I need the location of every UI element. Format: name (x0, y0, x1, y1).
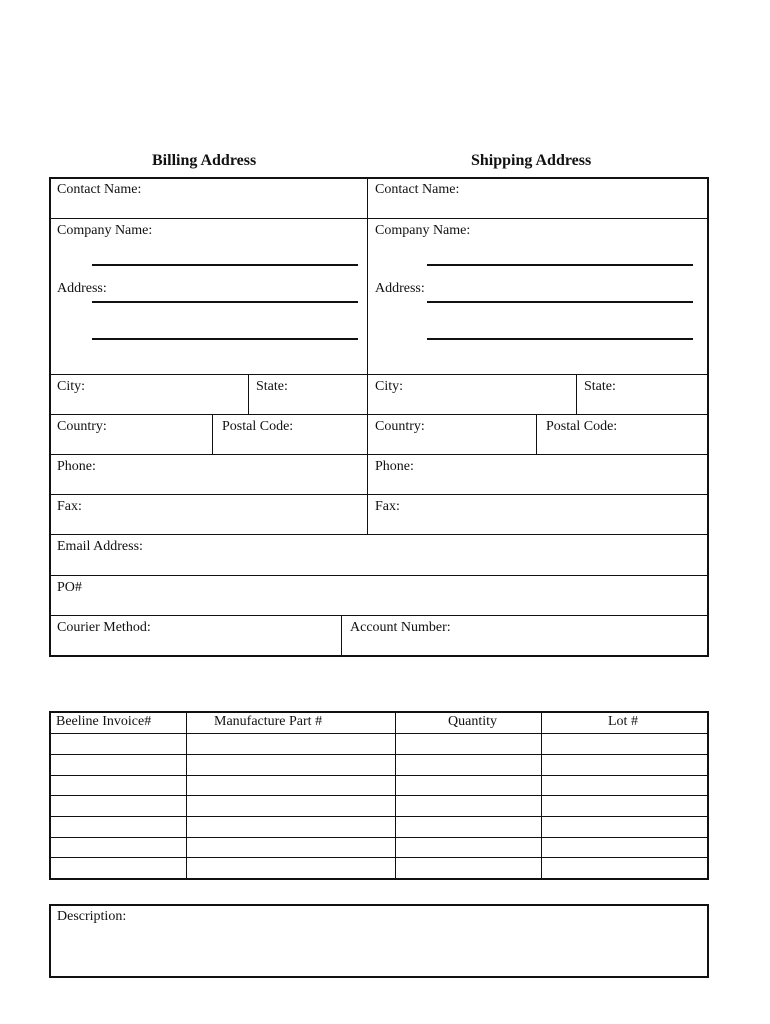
row-divider (50, 454, 708, 455)
shipping-address-line2-field[interactable] (427, 338, 693, 340)
row-divider (50, 218, 708, 219)
po-number-label: PO# (57, 580, 82, 595)
shipping-postal-code-label: Postal Code: (546, 419, 618, 434)
billing-company-name-field[interactable] (92, 264, 358, 266)
table-row-divider (50, 775, 708, 776)
shipping-state-label: State: (584, 379, 616, 394)
column-divider (367, 178, 368, 535)
column-divider (212, 415, 213, 455)
column-header-beeline-invoice: Beeline Invoice# (56, 714, 152, 729)
column-header-manufacture-part: Manufacture Part # (214, 714, 323, 729)
row-divider (50, 494, 708, 495)
description-box[interactable] (49, 904, 709, 978)
courier-method-label: Courier Method: (57, 620, 151, 635)
table-row-divider (50, 754, 708, 755)
shipping-city-label: City: (375, 379, 404, 394)
shipping-address-heading: Shipping Address (471, 152, 592, 169)
billing-city-label: City: (57, 379, 86, 394)
billing-address-line1-field[interactable] (92, 301, 358, 303)
email-address-label: Email Address: (57, 539, 143, 554)
row-divider (50, 615, 708, 616)
column-header-lot: Lot # (608, 714, 638, 729)
table-row-divider (50, 816, 708, 817)
table-row-divider (50, 733, 708, 734)
address-form (49, 177, 709, 657)
shipping-phone-label: Phone: (375, 459, 414, 474)
billing-address-line2-field[interactable] (92, 338, 358, 340)
billing-address-label: Address: (57, 281, 107, 296)
account-number-label: Account Number: (350, 620, 451, 635)
shipping-fax-label: Fax: (375, 499, 400, 514)
shipping-company-name-field[interactable] (427, 264, 693, 266)
billing-company-name-label: Company Name: (57, 223, 153, 238)
column-header-quantity: Quantity (448, 714, 497, 729)
row-divider (50, 534, 708, 535)
billing-phone-label: Phone: (57, 459, 96, 474)
shipping-contact-name-label: Contact Name: (375, 182, 460, 197)
billing-contact-name-label: Contact Name: (57, 182, 142, 197)
column-divider (576, 375, 577, 415)
shipping-address-line1-field[interactable] (427, 301, 693, 303)
row-divider (50, 414, 708, 415)
shipping-country-label: Country: (375, 419, 425, 434)
billing-state-label: State: (256, 379, 288, 394)
column-divider (536, 415, 537, 455)
billing-fax-label: Fax: (57, 499, 82, 514)
row-divider (50, 374, 708, 375)
table-row-divider (50, 795, 708, 796)
shipping-company-name-label: Company Name: (375, 223, 471, 238)
column-divider (341, 616, 342, 656)
billing-postal-code-label: Postal Code: (222, 419, 294, 434)
billing-country-label: Country: (57, 419, 107, 434)
column-divider (248, 375, 249, 415)
row-divider (50, 575, 708, 576)
description-label: Description: (57, 909, 127, 924)
table-row-divider (50, 857, 708, 858)
table-row-divider (50, 837, 708, 838)
billing-address-heading: Billing Address (152, 152, 257, 169)
shipping-address-label: Address: (375, 281, 425, 296)
